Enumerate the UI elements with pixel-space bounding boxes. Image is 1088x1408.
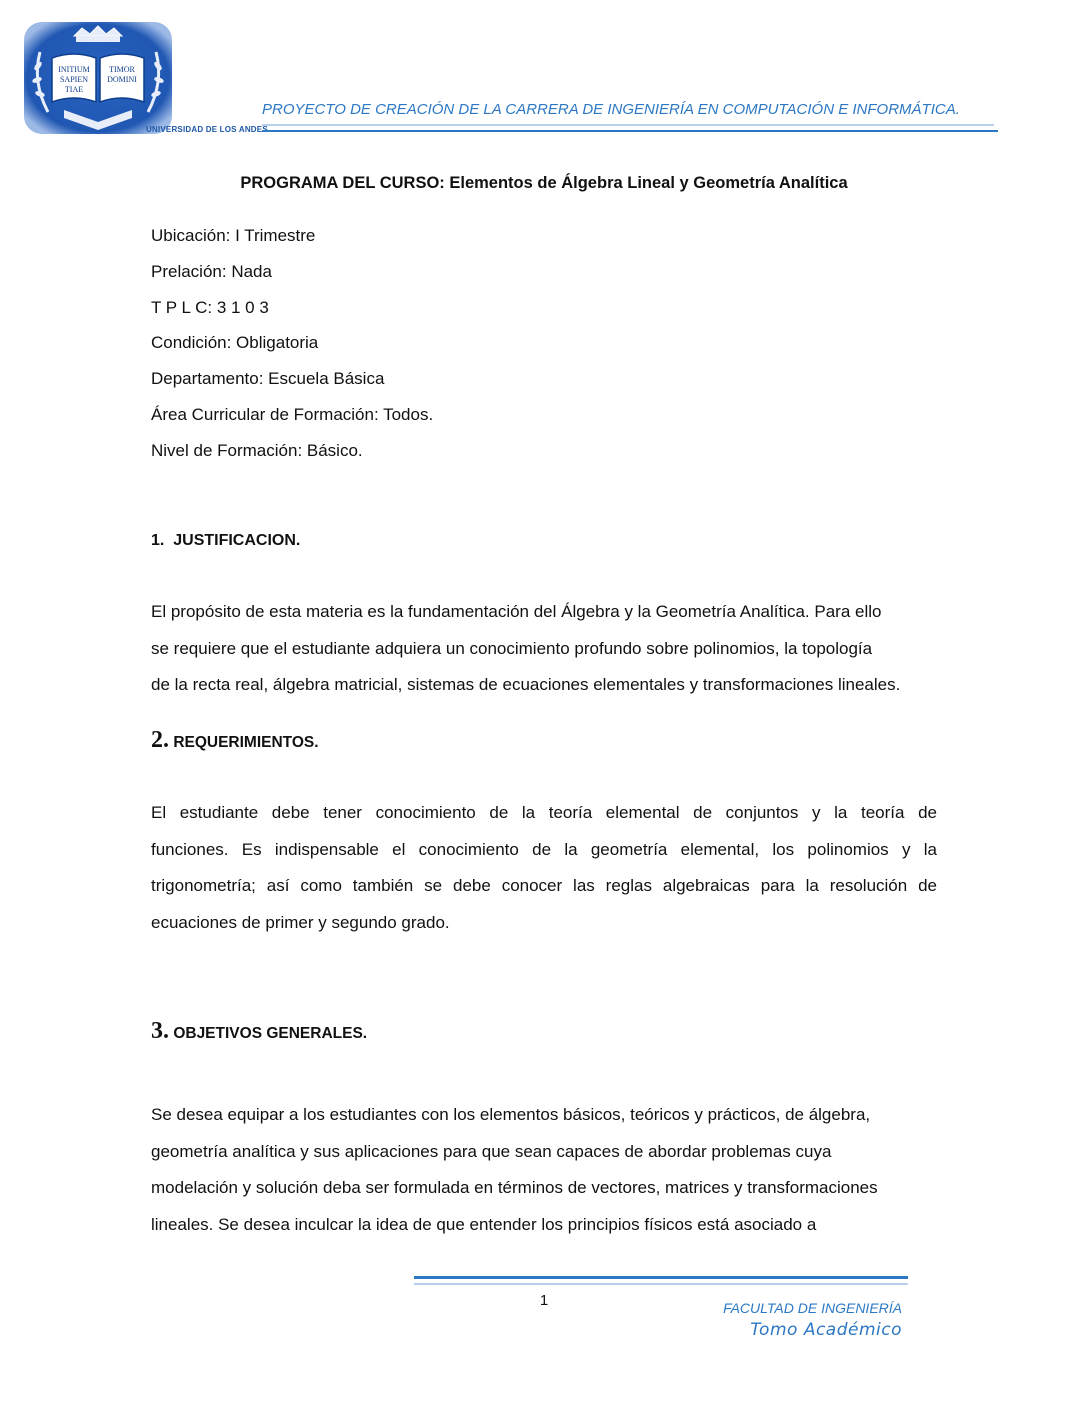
section-2-number: 2. [151, 727, 169, 753]
logo-motto-right-2: DOMINI [107, 75, 137, 84]
section-3-paragraph [151, 1097, 937, 1243]
logo-motto-right-1: TIMOR [109, 65, 135, 74]
paragraph-line: funciones. Es indispensable el conocimiento de la geometría elemental, los polinomios y la [151, 839, 937, 859]
meta-area-curricular: Área Curricular de Formación: Todos. [151, 405, 434, 424]
paragraph-line: modelación y solución deba ser formulada en términos de vectores, matrices y transformaciones [151, 1178, 878, 1197]
section-3-title: OBJETIVOS GENERALES. [173, 1025, 368, 1042]
meta-departamento: Departamento: Escuela Básica [151, 369, 385, 388]
paragraph-line: lineales. Se desea inculcar la idea de que entender los principios físicos está asociado a [151, 1214, 817, 1234]
section-1-number: 1. [151, 532, 165, 549]
meta-prelacion: Prelación: Nada [151, 262, 272, 281]
section-1-heading [151, 532, 300, 550]
logo-motto-left-2: SAPIEN [59, 75, 89, 84]
section-1-title: JUSTIFICACION. [173, 532, 301, 549]
paragraph-line: Se desea equipar a los estudiantes con los elementos básicos, teóricos y prácticos, de álgebra, [151, 1105, 871, 1124]
project-title: PROYECTO DE CREACIÓN DE LA CARRERA DE INGENIERÍA EN COMPUTACIÓN E INFORMÁTICA. [262, 101, 960, 118]
logo-motto-left-3: TIAE [64, 85, 84, 94]
document-title: PROGRAMA DEL CURSO: Elementos de Álgebra Lineal y Geometría Analítica [240, 174, 848, 192]
section-3-heading [151, 1018, 367, 1045]
paragraph-line: El propósito de esta materia es la fundamentación del Álgebra y la Geometría Analítica. Para ello [151, 602, 882, 621]
page-number: 1 [539, 1292, 549, 1309]
footer-rule-dark [414, 1276, 908, 1279]
meta-tplc: T P L C: 3 1 0 3 [151, 298, 269, 317]
logo-motto-left-1: INITIUM [58, 65, 90, 74]
section-2-paragraph [151, 795, 937, 941]
meta-condicion: Condición: Obligatoria [151, 333, 319, 352]
university-seal-logo [24, 22, 172, 134]
paragraph-line: ecuaciones de primer y segundo grado. [151, 912, 450, 932]
section-2-title: REQUERIMIENTOS. [173, 734, 319, 751]
university-name: UNIVERSIDAD DE LOS ANDES [146, 125, 268, 134]
header-rule-light [262, 124, 994, 126]
paragraph-line: El estudiante debe tener conocimiento de la teoría elemental de conjuntos y la teoría de [151, 803, 937, 822]
paragraph-line: trigonometría; así como también se debe conocer las reglas algebraicas para la resolución de [151, 876, 937, 895]
paragraph-line: se requiere que el estudiante adquiera un conocimiento profundo sobre polinomios, la topología [151, 638, 873, 658]
faculty-name: FACULTAD DE INGENIERÍA [723, 1300, 902, 1316]
section-2-heading [151, 727, 319, 754]
meta-ubicacion: Ubicación: I Trimestre [151, 226, 316, 245]
meta-nivel: Nivel de Formación: Básico. [151, 441, 363, 460]
header-rule-dark [262, 130, 998, 132]
paragraph-line: de la recta real, álgebra matricial, sistemas de ecuaciones elementales y transformaciones lineales. [151, 675, 901, 694]
paragraph-line: geometría analítica y sus aplicaciones para que sean capaces de abordar problemas cuya [151, 1141, 832, 1161]
section-3-number: 3. [151, 1018, 169, 1044]
footer-rule-light [414, 1283, 908, 1285]
section-1-paragraph [151, 594, 937, 704]
tomo-academico: Tomo Académico [750, 1320, 902, 1340]
